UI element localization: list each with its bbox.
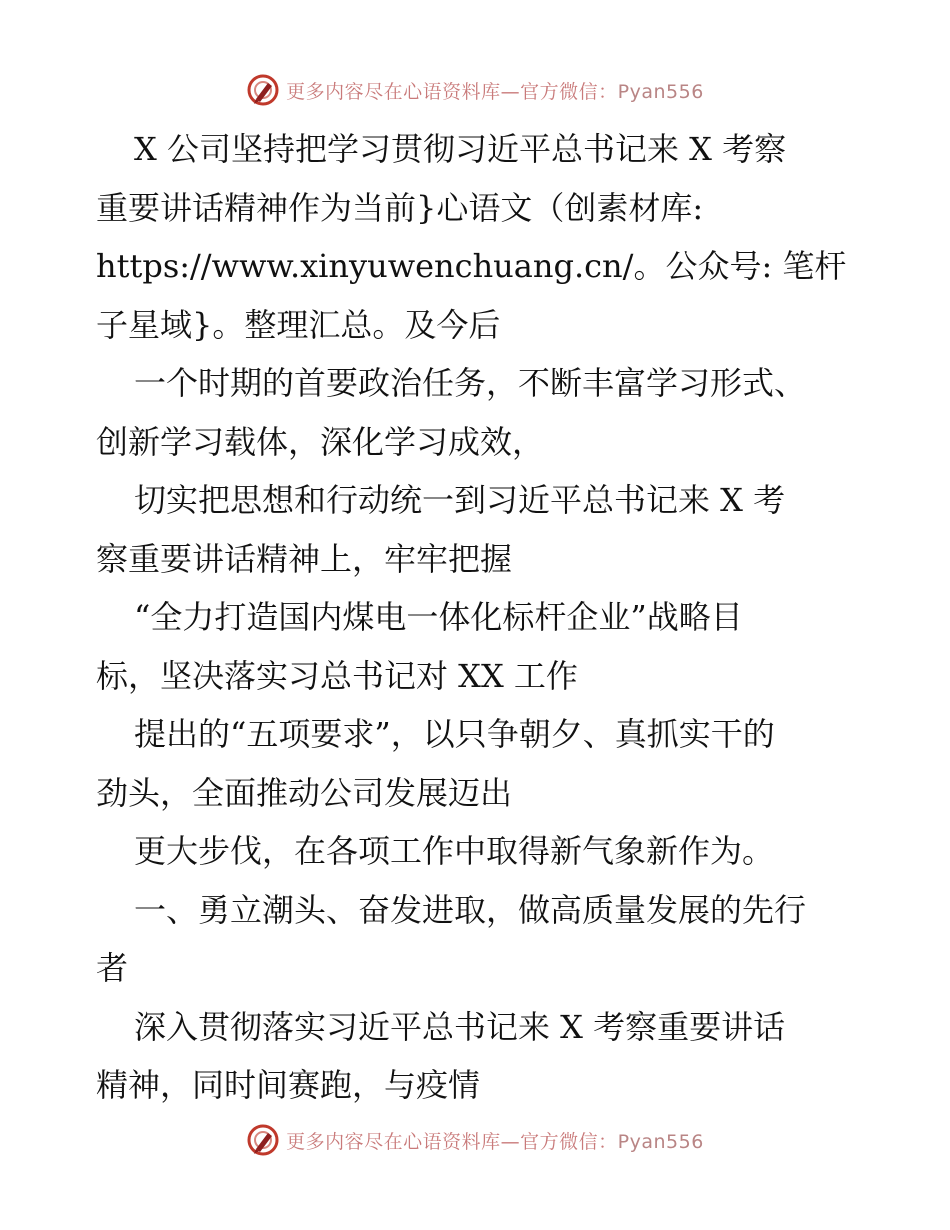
text-line: 子星域}。整理汇总。及今后 [96, 305, 501, 344]
text-line: https://www.xinyuwenchuang.cn/。公众号: 笔杆 [96, 247, 847, 285]
text-line: 深入贯彻落实习近平总书记来 X 考察重要讲话 [134, 1007, 786, 1046]
text-line: 提出的“五项要求”，以只争朝夕、真抓实干的 [134, 715, 775, 753]
section-heading: 一、勇立潮头、奋发进取，做高质量发展的先行 [134, 890, 807, 929]
watermark-text: 更多内容尽在心语资料库—官方微信：Pyan556 [286, 1130, 704, 1153]
text-line: 更大步伐，在各项工作中取得新气象新作为。 [134, 832, 775, 870]
header-watermark [0, 70, 950, 110]
pen-logo-icon [246, 1123, 280, 1157]
text-line: X 公司坚持把学习贯彻习近平总书记来 X 考察 [134, 130, 787, 168]
text-line: “全力打造国内煤电一体化标杆企业”战略目 [134, 598, 743, 636]
text-line: 劲头，全面推动公司发展迈出 [96, 773, 513, 812]
watermark-text: 更多内容尽在心语资料库—官方微信：Pyan556 [286, 80, 704, 103]
pen-logo-icon [246, 73, 280, 107]
text-line: 重要讲话精神作为当前}心语文（创素材库: [96, 188, 704, 227]
text-line: 切实把思想和行动统一到习近平总书记来 X 考 [134, 481, 786, 519]
text-line: 标，坚决落实习总书记对 XX 工作 [96, 656, 578, 695]
section-heading-continuation: 者 [96, 949, 129, 987]
text-line: 一个时期的首要政治任务，不断丰富学习形式、 [134, 364, 807, 402]
footer-watermark [0, 1120, 950, 1160]
text-line: 精神，同时间赛跑，与疫情 [96, 1066, 481, 1104]
text-line: 察重要讲话精神上，牢牢把握 [96, 539, 513, 578]
document-body [96, 120, 856, 1115]
text-line: 创新学习载体，深化学习成效， [96, 422, 545, 461]
